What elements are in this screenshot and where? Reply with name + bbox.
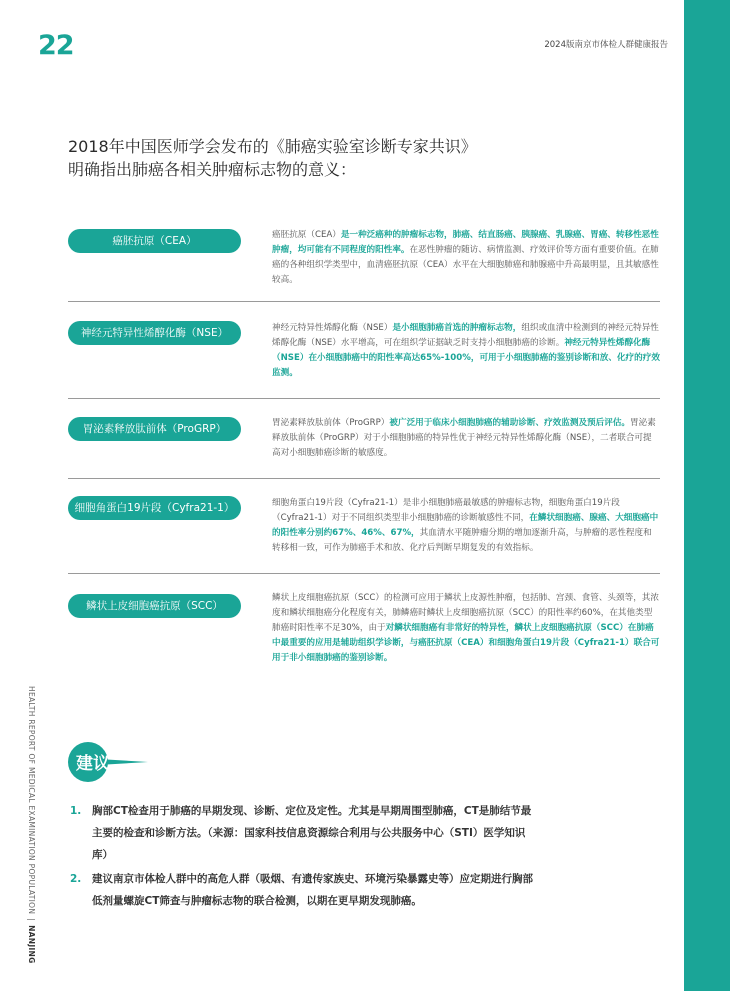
marker-pill-cyfra: 细胞角蛋白19片段（Cyfra21-1） <box>68 496 241 520</box>
advice-item-text: 建议南京市体检人群中的高危人群（吸烟、有遗传家族史、环境污染暴露史等）应定期进行胸部低剂量螺旋CT筛查与肿瘤标志物的联合检测，以期在更早期发现肺癌。 <box>92 873 533 907</box>
marker-pill-nse: 神经元特异性烯醇化酶（NSE） <box>68 321 241 345</box>
desc-highlight: 是一种泛癌种的肿瘤标志物，肺癌、结直肠癌、胰腺癌、乳腺癌、胃癌、转移性恶性肿瘤，均可能有不同程度的阳性率。 <box>272 230 659 255</box>
advice-title: 建议 <box>76 754 110 774</box>
row-divider <box>68 573 660 574</box>
report-title: 2024版南京市体检人群健康报告 <box>544 40 668 50</box>
advice-badge <box>68 742 148 782</box>
advice-item-number: 1. <box>70 805 82 817</box>
marker-pill-cea: 癌胚抗原（CEA） <box>68 229 241 253</box>
desc-segment: 癌胚抗原（CEA） <box>272 230 341 240</box>
heading-line-2: 明确指出肺癌各相关肿瘤标志物的意义： <box>68 160 357 179</box>
marker-desc-cyfra <box>272 496 660 556</box>
desc-segment: 在恶性肿瘤的随访、病情监测、疗效评价等方面有重要价值。在肺癌的各种组织学类型中，血清癌胚抗原（CEA）水平在大细胞肺癌和肺腺癌中升高最明显，且其敏感性较高。 <box>272 245 659 285</box>
vertical-city: NANJING <box>27 925 36 964</box>
desc-segment: 胃泌素释放肽前体（ProGRP） <box>272 418 390 428</box>
row-divider <box>68 301 660 302</box>
page-number: 22 <box>38 30 74 61</box>
section-heading <box>68 135 477 181</box>
advice-list <box>70 800 540 912</box>
desc-highlight: 是小细胞肺癌首选的肿瘤标志物， <box>392 323 522 333</box>
desc-segment: 鳞状上皮细胞癌抗原（SCC）的检测可应用于鳞状上皮源性肿瘤，包括肺、宫颈、食管、头颈等，其浓度和鳞状细胞癌分化程度有关，肺鳞癌时鳞状上皮细胞癌抗原（SCC）的阳性率约60%，在其他类型肺癌时阳性率不足30%，由于 <box>272 593 659 633</box>
desc-segment: 组织或血清中检测到的神经元特异性烯醇化酶（NSE）水平增高，可在组织学证据缺乏时支持小细胞肺癌的诊断。 <box>272 323 659 348</box>
desc-highlight: 神经元特异性烯醇化酶（NSE）在小细胞肺癌中的阳性率高达65%-100%，可用于小细胞肺癌的鉴别诊断和放、化疗的疗效监测。 <box>272 338 660 378</box>
heading-line-1: 2018年中国医师学会发布的《肺癌实验室诊断专家共识》 <box>68 137 477 156</box>
desc-highlight: 被广泛用于临床小细胞肺癌的辅助诊断、疗效监测及预后评估。 <box>389 418 631 428</box>
advice-item-text: 胸部CT检查用于肺癌的早期发现、诊断、定位及定性。尤其是早期周围型肺癌，CT是肺结节最主要的检查和诊断方法。（来源：国家科技信息资源综合利用与公共服务中心（STI）医学知识库） <box>92 805 532 861</box>
row-divider <box>68 398 660 399</box>
desc-highlight: 对鳞状细胞癌有非常好的特异性，鳞状上皮细胞癌抗原（SCC）在肺癌中最重要的应用是辅助组织学诊断，与癌胚抗原（CEA）和细胞角蛋白19片段（Cyfra21-1）联合可用于非小细胞肺癌的鉴别诊断。 <box>272 623 660 663</box>
marker-desc-nse <box>272 321 660 381</box>
desc-segment: 神经元特异性烯醇化酶（NSE） <box>272 323 393 333</box>
desc-segment: 细胞角蛋白19片段（Cyfra21-1）是非小细胞肺癌最敏感的肿瘤标志物，细胞角蛋白19片段（Cyfra21-1）对于不同组织类型非小细胞肺癌的诊断敏感性不同， <box>272 498 620 523</box>
desc-highlight: 在鳞状细胞癌、腺癌、大细胞癌中的阳性率分别约67%、46%、67%， <box>272 513 659 538</box>
advice-item <box>70 800 540 866</box>
row-divider <box>68 478 660 479</box>
marker-pill-progrp: 胃泌素释放肽前体（ProGRP） <box>68 417 241 441</box>
marker-desc-progrp <box>272 416 660 461</box>
desc-segment: 其血清水平随肿瘤分期的增加逐渐升高，与肿瘤的恶性程度和转移相一致，可作为肺癌手术和放、化疗后判断早期复发的有效指标。 <box>272 528 652 553</box>
vertical-separator: | <box>27 918 36 922</box>
side-color-strip <box>684 0 730 991</box>
marker-desc-cea <box>272 228 660 288</box>
desc-segment: 胃泌素释放肽前体（ProGRP）对于小细胞肺癌的特异性优于神经元特异性烯醇化酶（NSE），二者联合可提高对小细胞肺癌诊断的敏感度。 <box>272 418 656 458</box>
advice-item <box>70 868 540 912</box>
marker-desc-scc <box>272 591 660 666</box>
vertical-report-name: HEALTH REPORT OF MEDICAL EXAMINATION POPULATION <box>27 686 36 915</box>
marker-pill-scc: 鳞状上皮细胞癌抗原（SCC） <box>68 594 241 618</box>
vertical-footer-text <box>27 686 36 964</box>
advice-item-number: 2. <box>70 873 82 885</box>
